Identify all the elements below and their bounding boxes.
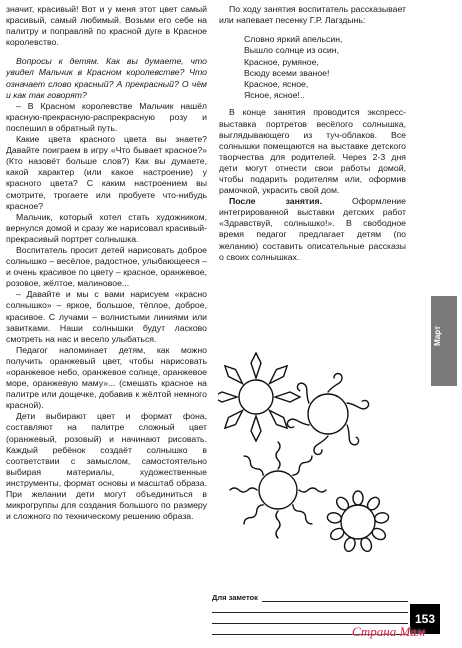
sun-drawing-waves — [230, 442, 326, 538]
note-line — [262, 601, 408, 602]
page-number: 153 — [410, 604, 440, 634]
intro-paragraph: По ходу занятия воспитатель рассказывает или напевает песенку Г.Р. Лагздынь: — [219, 4, 406, 26]
poem — [244, 34, 406, 101]
exhibition-paragraph: В конце занятия проводится экспресс-выставка портретов весёлого солнышка, выглядывающего из туч-облаков. Все солнышки помещаются на выставке детского творчества для родителей. Через 2-3 дня дети могут отнести свои работы домой, чтобы подарить родителям или, оформив рамочкой, украсить свой дом. — [219, 107, 406, 196]
left-paragraph: Дети выбирают цвет и формат фона, составляют на палитре сложный цвет (оранжевый, розовый) и начинают рисовать. Каждый ребёнок создаёт солнышко в соответствии с замыслом, самостоятельно выбирая материалы, художественные инструменты, формат основы и масштаб образа. При желании дети могут объединиться в микрогруппы для создания большого по размеру и сложного по техническому решению образа. — [6, 411, 207, 522]
poem-line: Красное, ясное, — [244, 79, 309, 89]
left-paragraph: Вопросы к детям. Как вы думаете, что увидел Мальчик в Красном королевстве? Что означает слово красный? А прекрасный? О чём и как так говорят? — [6, 56, 207, 100]
left-paragraph: – Давайте и мы с вами нарисуем «красно солнышко» – яркое, большое, тёплое, доброе, красивое. С лучами – волнистыми линиями или завитками. Наши солнышки будут ласково смотреть на нас и весело улыбаться. — [6, 289, 207, 344]
sun-drawings-illustration — [218, 342, 406, 582]
left-paragraph: Воспитатель просит детей нарисовать доброе солнышко – весёлое, радостное, улыбающееся – и очень красивое по цвету – красное, оранжевое, розовое, жёлтое, малиновое... — [6, 244, 207, 289]
left-text-column — [6, 4, 207, 522]
right-text-column — [219, 4, 406, 263]
after-lesson-heading: После занятия. — [229, 196, 322, 207]
sun-drawing-spirals — [286, 374, 370, 455]
left-paragraph: – В Красном королевстве Мальчик нашёл красную-прекрасную-распрекрасную розу и поспешил в обратный путь. — [6, 100, 207, 133]
sun-drawing-petals — [218, 353, 300, 441]
sun-drawing-flower — [327, 491, 390, 553]
month-side-tab — [431, 296, 457, 386]
poem-line: Красное, румяное, — [244, 56, 319, 67]
poem-line: Всюду всеми званое! — [244, 67, 330, 78]
poem-line: Ясное, ясное!.. — [244, 90, 305, 101]
left-paragraph: Педагог напоминает детям, как можно получить оранжевый цвет, чтобы нарисовать «оранжевое небо, оранжевое солнце, оранжевое море, оранжевую маму»... (смешать красное на палитре или дощечке, добавив к жёлтой немного красной). — [6, 344, 207, 411]
after-lesson-paragraph — [219, 196, 406, 263]
left-paragraph: Мальчик, который хотел стать художником, вернулся домой и сразу же нарисовал красивый-прекрасивый портрет солнышка. — [6, 211, 207, 244]
after-lesson-text: Оформление интегрированной выставки детских работ «Здравствуй, солнышко!». В свободное время педагог предлагает детям (по желанию) составить описательные рассказы о своих солнышках. — [219, 196, 406, 262]
left-paragraph: Какие цвета красного цвета вы знаете? Давайте поиграем в игру «Что бывает красное?» (Кто назовёт больше слов?) Как вы думаете, какой характер (или какое настроение) у красного цвета? С каким настроением вы смотрите, трогаете или пробуете что-нибудь красное? — [6, 134, 207, 211]
notes-title: Для заметок — [212, 593, 258, 602]
note-line — [212, 612, 408, 613]
poem-line: Вышло солнце из осин, — [244, 45, 339, 56]
spacer — [6, 48, 207, 56]
watermark: Страна Мам — [352, 624, 425, 639]
left-paragraph: значит, красивый! Вот и у меня этот цвет самый красивый, самый любимый. Возьми его себе на палитру и поправляй по красной дуге в Красное королевство. — [6, 4, 207, 48]
poem-line: Словно яркий апельсин, — [244, 34, 343, 45]
month-label: Март — [433, 326, 442, 346]
